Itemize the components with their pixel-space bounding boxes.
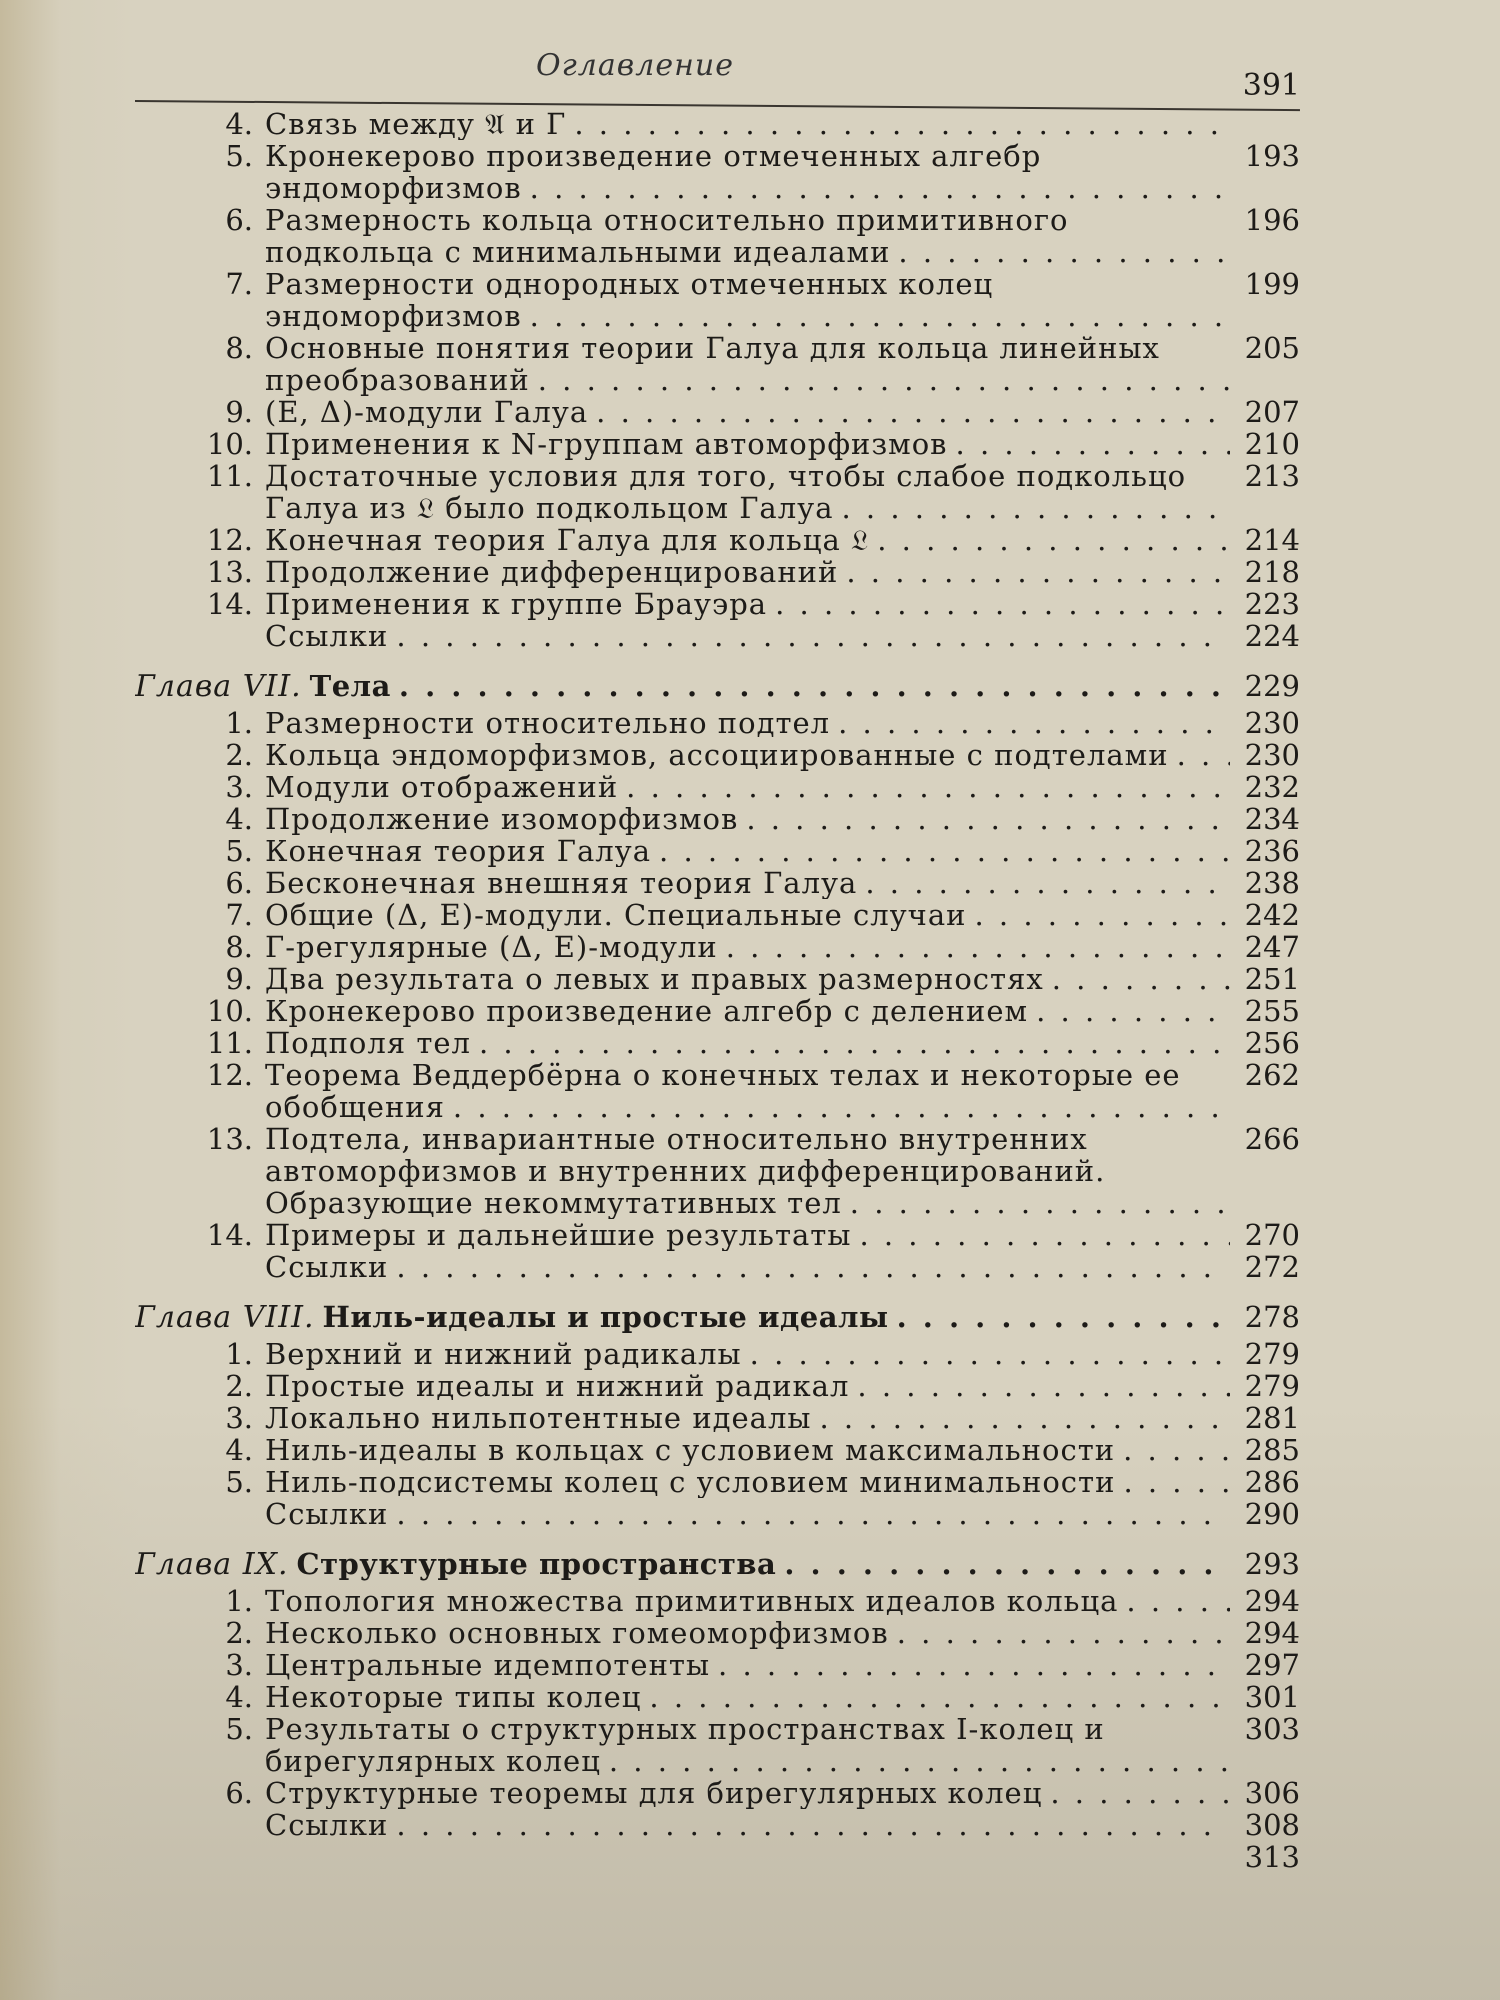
toc-entry[interactable] [135, 108, 1300, 140]
toc-entry-page: 303 [1244, 1712, 1300, 1746]
toc-entry-page: 255 [1244, 994, 1300, 1028]
toc-entry-number: 3. [225, 1648, 253, 1682]
toc-entry-title-wrap [265, 1059, 1230, 1123]
toc-entry-page: 306 [1244, 1776, 1300, 1810]
toc-entry-page: 297 [1244, 1648, 1300, 1682]
toc-entry-number: 2. [225, 1616, 253, 1650]
toc-entry-title-wrap [265, 1649, 1230, 1681]
toc-entry-title: Подполя тел . . . [265, 1027, 471, 1059]
toc-entry-page: 232 [1244, 770, 1300, 804]
toc-entry-page: 281 [1244, 1401, 1300, 1435]
toc-entry-title-wrap [265, 739, 1230, 771]
toc-entry[interactable] [135, 1809, 1300, 1841]
toc-entry-number: 13. [206, 1122, 253, 1156]
toc-entry-title-wrap [265, 1402, 1230, 1434]
toc-entry-title-wrap [265, 1498, 1230, 1530]
chapter-title-wrap [135, 1548, 1230, 1581]
toc-entry-title-wrap [265, 1027, 1230, 1059]
toc-entry[interactable] [135, 588, 1300, 620]
toc-entry-page: 218 [1244, 555, 1300, 589]
toc-entry-number: 11. [206, 459, 253, 493]
toc-entry-page: 286 [1244, 1465, 1300, 1499]
toc-entry-page: 230 [1244, 706, 1300, 740]
toc-entry[interactable] [135, 771, 1300, 803]
toc-entry-number: 13. [206, 555, 253, 589]
toc-entry-title-wrap [265, 1338, 1230, 1370]
toc-entry-title: Продолжение дифференцирований . . . [265, 556, 838, 588]
toc-entry-page: 251 [1244, 962, 1300, 996]
toc-entry-page: 285 [1244, 1433, 1300, 1467]
toc-entry-title: Достаточные условия для того, чтобы слабое подкольцо Галуа из 𝔏 было подкольцом Галуа . . . [265, 460, 1186, 524]
toc-entry-title-wrap [265, 1251, 1230, 1283]
toc-entry-page: 242 [1244, 898, 1300, 932]
chapter-label: Глава VIII. [135, 1301, 315, 1334]
toc-entry-title: Применения к N-группам автоморфизмов . . . [265, 428, 948, 460]
toc-entry-title-wrap [265, 140, 1230, 204]
toc-entry-title: Несколько основных гомеоморфизмов . . . [265, 1617, 889, 1649]
toc-entry[interactable] [135, 1219, 1300, 1251]
toc-entry-page: 236 [1244, 834, 1300, 868]
toc-entry-number: 12. [206, 1058, 253, 1092]
toc-entry[interactable] [135, 739, 1300, 771]
toc-entry-page: 290 [1244, 1497, 1300, 1531]
trailing-page-number: 313 [1244, 1840, 1300, 1874]
toc-entry-title: Модули отображений . . . [265, 771, 618, 803]
chapter-heading [135, 1548, 1300, 1581]
toc-entry[interactable] [135, 1434, 1300, 1466]
toc-entry-number: 14. [206, 1218, 253, 1252]
chapter-heading [135, 670, 1300, 703]
toc-entry-title-wrap [265, 1617, 1230, 1649]
chapter-label: Глава VII. [135, 670, 302, 703]
toc-entry[interactable] [135, 707, 1300, 739]
chapter-page-number: 278 [1244, 1300, 1300, 1334]
toc-entry-page: 294 [1244, 1584, 1300, 1618]
toc-entry-number: 6. [225, 866, 253, 900]
toc-entry-number: 12. [206, 523, 253, 557]
toc-entry-number: 4. [225, 802, 253, 836]
toc-entry[interactable] [135, 524, 1300, 556]
toc-entry[interactable] [135, 1027, 1300, 1059]
toc-entry-title-wrap [265, 1809, 1230, 1841]
toc-entry[interactable] [135, 1617, 1300, 1649]
chapter-page-number: 229 [1244, 669, 1300, 703]
chapter-label: Глава IX. [135, 1548, 289, 1581]
toc-entry-number: 10. [206, 427, 253, 461]
toc-entry-title: (E, Δ)-модули Галуа . . . [265, 396, 588, 428]
chapter-title: Структурные пространства . . . [296, 1548, 776, 1581]
toc-entry-title-wrap [265, 995, 1230, 1027]
toc-entry-number: 8. [225, 331, 253, 365]
toc-entry-page: 301 [1244, 1680, 1300, 1714]
toc-entry-number: 4. [225, 107, 253, 141]
toc-entry[interactable] [135, 268, 1300, 332]
toc-entry-title: Простые идеалы и нижний радикал . . . [265, 1370, 849, 1402]
toc-entry-number: 1. [225, 1337, 253, 1371]
toc-entry-number: 4. [225, 1433, 253, 1467]
toc-entry-page: 230 [1244, 738, 1300, 772]
toc-entry[interactable] [135, 204, 1300, 268]
toc-entry-page: 279 [1244, 1369, 1300, 1403]
toc-entry-page: 224 [1244, 619, 1300, 653]
toc-entry-title: Верхний и нижний радикалы . . . [265, 1338, 742, 1370]
toc-entry-number: 7. [225, 267, 253, 301]
toc-entry-number: 7. [225, 898, 253, 932]
toc-entry-title: Результаты о структурных пространствах I-колец и бирегулярных колец . . . [265, 1713, 1105, 1777]
toc-entry-page: 308 [1244, 1808, 1300, 1842]
toc-entry-title: Ниль-идеалы в кольцах с условием максимальности . . . [265, 1434, 1115, 1466]
toc-entry-page: 279 [1244, 1337, 1300, 1371]
toc-entry-title-wrap [265, 620, 1230, 652]
toc-entry-title: Ссылки . . . [265, 1809, 388, 1841]
toc-entry-number: 11. [206, 1026, 253, 1060]
toc-entry-number: 1. [225, 1584, 253, 1618]
toc-entry-number: 10. [206, 994, 253, 1028]
toc-entry[interactable] [135, 1498, 1300, 1530]
toc-entry[interactable] [135, 332, 1300, 396]
toc-entry-page: 247 [1244, 930, 1300, 964]
toc-entry-page: 213 [1244, 459, 1300, 493]
trailing-page-row [135, 1841, 1300, 1873]
toc-entry[interactable] [135, 1123, 1300, 1219]
toc-entry-title-wrap [265, 867, 1230, 899]
toc-entry-page: 193 [1244, 139, 1300, 173]
toc-entry-title-wrap [265, 1370, 1230, 1402]
chapter-title-wrap [135, 1301, 1230, 1334]
toc-entry[interactable] [135, 1585, 1300, 1617]
toc-entry-title: Общие (Δ, E)-модули. Специальные случаи . . . [265, 899, 966, 931]
toc-entry-page: 262 [1244, 1058, 1300, 1092]
toc-entry[interactable] [135, 1466, 1300, 1498]
chapter-title: Тела . . . [310, 670, 391, 703]
toc-entry-page: 214 [1244, 523, 1300, 557]
toc-entry-number: 9. [225, 962, 253, 996]
toc-entry-number: 3. [225, 1401, 253, 1435]
toc-entry-number: 8. [225, 930, 253, 964]
toc-entry-title: Размерности относительно подтел . . . [265, 707, 830, 739]
toc-entry[interactable] [135, 396, 1300, 428]
toc-entry-title: Кронекерово произведение алгебр с делением . . . [265, 995, 1028, 1027]
toc-entry-title: Некоторые типы колец . . . [265, 1681, 641, 1713]
toc-entry-title: Структурные теоремы для бирегулярных колец . . . [265, 1777, 1042, 1809]
toc-entry-page: 270 [1244, 1218, 1300, 1252]
toc-entry-page: 196 [1244, 203, 1300, 237]
toc-entry-page: 234 [1244, 802, 1300, 836]
toc-entry-title: Ссылки . . . [265, 1251, 388, 1283]
toc-entry-title: Ниль-подсистемы колец с условием минимальности . . . [265, 1466, 1115, 1498]
toc-entry-title: Продолжение изоморфизмов . . . [265, 803, 738, 835]
toc-entry-title-wrap [265, 204, 1230, 268]
toc-entry-number: 9. [225, 395, 253, 429]
toc-entry-page: 256 [1244, 1026, 1300, 1060]
toc-entry-title-wrap [265, 1466, 1230, 1498]
toc-entry[interactable] [135, 1713, 1300, 1777]
toc-entry-number: 2. [225, 738, 253, 772]
toc-entry-title-wrap [265, 1219, 1230, 1251]
toc-entry[interactable] [135, 1370, 1300, 1402]
toc-entry-title-wrap [265, 396, 1230, 428]
page-number: 391 [1242, 68, 1300, 103]
toc-entry-number: 5. [225, 139, 253, 173]
toc-entry[interactable] [135, 428, 1300, 460]
toc-entry-number: 5. [225, 1712, 253, 1746]
chapter-title: Ниль-идеалы и простые идеалы . . . [323, 1301, 889, 1334]
toc-entry-title-wrap [265, 835, 1230, 867]
toc-entry-title-wrap [265, 108, 1230, 140]
toc-entry-page: 207 [1244, 395, 1300, 429]
toc-entry-title: Ссылки . . . [265, 1498, 388, 1530]
toc-entry[interactable] [135, 1338, 1300, 1370]
toc-entry-number: 5. [225, 834, 253, 868]
toc-entry-title: Применения к группе Брауэра . . . [265, 588, 767, 620]
toc-entry[interactable] [135, 140, 1300, 204]
toc-entry-page: 223 [1244, 587, 1300, 621]
toc-entry-title-wrap [265, 428, 1230, 460]
table-of-contents [135, 108, 1300, 1873]
toc-entry[interactable] [135, 835, 1300, 867]
toc-entry-page: 205 [1244, 331, 1300, 365]
toc-entry[interactable] [135, 620, 1300, 652]
toc-entry-title-wrap [265, 1123, 1230, 1219]
toc-entry[interactable] [135, 1777, 1300, 1809]
toc-entry-title-wrap [265, 1777, 1230, 1809]
running-title: Оглавление [536, 48, 734, 83]
toc-entry-title: Центральные идемпотенты . . . [265, 1649, 710, 1681]
toc-entry[interactable] [135, 931, 1300, 963]
toc-entry-title-wrap [265, 460, 1230, 524]
toc-entry-page: 210 [1244, 427, 1300, 461]
toc-entry-title-wrap [265, 803, 1230, 835]
toc-entry-number: 5. [225, 1465, 253, 1499]
toc-entry[interactable] [135, 867, 1300, 899]
toc-entry-title: Кронекерово произведение отмеченных алгебр эндоморфизмов . . . [265, 140, 1041, 204]
toc-entry-title-wrap [265, 771, 1230, 803]
toc-entry-title-wrap [265, 1681, 1230, 1713]
toc-entry-title-wrap [265, 556, 1230, 588]
chapter-page-number: 293 [1244, 1547, 1300, 1581]
toc-entry-title-wrap [265, 963, 1230, 995]
toc-entry[interactable] [135, 1059, 1300, 1123]
toc-entry[interactable] [135, 803, 1300, 835]
toc-entry-title-wrap [265, 1585, 1230, 1617]
toc-entry[interactable] [135, 556, 1300, 588]
toc-entry-number: 1. [225, 706, 253, 740]
toc-entry-title: Г-регулярные (Δ, E)-модули . . . [265, 931, 718, 963]
toc-entry-number: 6. [225, 1776, 253, 1810]
toc-entry-page: 266 [1244, 1122, 1300, 1156]
toc-entry-title: Связь между 𝔄 и Г . . . [265, 108, 566, 140]
toc-entry-title-wrap [265, 899, 1230, 931]
toc-entry-title-wrap [265, 1713, 1230, 1777]
toc-entry[interactable] [135, 1251, 1300, 1283]
toc-entry-number: 2. [225, 1369, 253, 1403]
toc-entry-page: 238 [1244, 866, 1300, 900]
toc-entry[interactable] [135, 1681, 1300, 1713]
toc-entry-title: Два результата о левых и правых размерностях . . . [265, 963, 1044, 995]
toc-entry[interactable] [135, 963, 1300, 995]
toc-entry-title-wrap [265, 1434, 1230, 1466]
toc-entry-title: Основные понятия теории Галуа для кольца линейных преобразований . . . [265, 332, 1160, 396]
toc-entry-title-wrap [265, 707, 1230, 739]
toc-entry-title-wrap [265, 524, 1230, 556]
toc-entry-title: Бесконечная внешняя теория Галуа . . . [265, 867, 857, 899]
toc-entry-title: Конечная теория Галуа . . . [265, 835, 651, 867]
toc-entry-title: Локально нильпотентные идеалы . . . [265, 1402, 811, 1434]
toc-entry-title: Конечная теория Галуа для кольца 𝔏 . . . [265, 524, 869, 556]
toc-entry[interactable] [135, 1649, 1300, 1681]
toc-entry-title: Теорема Веддербёрна о конечных телах и некоторые ее обобщения . . . [265, 1059, 1181, 1123]
toc-entry[interactable] [135, 460, 1300, 524]
toc-entry-number: 6. [225, 203, 253, 237]
chapter-title-wrap [135, 670, 1230, 703]
chapter-heading [135, 1301, 1300, 1334]
toc-entry-title-wrap [265, 931, 1230, 963]
toc-entry-title: Размерность кольца относительно примитивного подкольца с минимальными идеалами . . . [265, 204, 1068, 268]
toc-entry-title: Ссылки . . . [265, 620, 388, 652]
toc-entry-number: 3. [225, 770, 253, 804]
toc-entry-title-wrap [265, 268, 1230, 332]
toc-entry-title: Кольца эндоморфизмов, ассоциированные с подтелами . . . [265, 739, 1169, 771]
toc-entry-title-wrap [265, 332, 1230, 396]
toc-entry-title: Размерности однородных отмеченных колец эндоморфизмов . . . [265, 268, 993, 332]
toc-entry[interactable] [135, 995, 1300, 1027]
toc-entry-page: 294 [1244, 1616, 1300, 1650]
toc-entry-title: Топология множества примитивных идеалов кольца . . . [265, 1585, 1118, 1617]
toc-entry-title-wrap [265, 588, 1230, 620]
toc-entry-number: 14. [206, 587, 253, 621]
toc-entry-title: Примеры и дальнейшие результаты . . . [265, 1219, 851, 1251]
toc-entry-title: Подтела, инвариантные относительно внутренних автоморфизмов и внутренних дифференцирований. Образующие некоммутативных тел . . . [265, 1123, 1105, 1219]
toc-entry[interactable] [135, 899, 1300, 931]
toc-entry[interactable] [135, 1402, 1300, 1434]
toc-entry-page: 272 [1244, 1250, 1300, 1284]
toc-entry-page: 199 [1244, 267, 1300, 301]
toc-entry-number: 4. [225, 1680, 253, 1714]
